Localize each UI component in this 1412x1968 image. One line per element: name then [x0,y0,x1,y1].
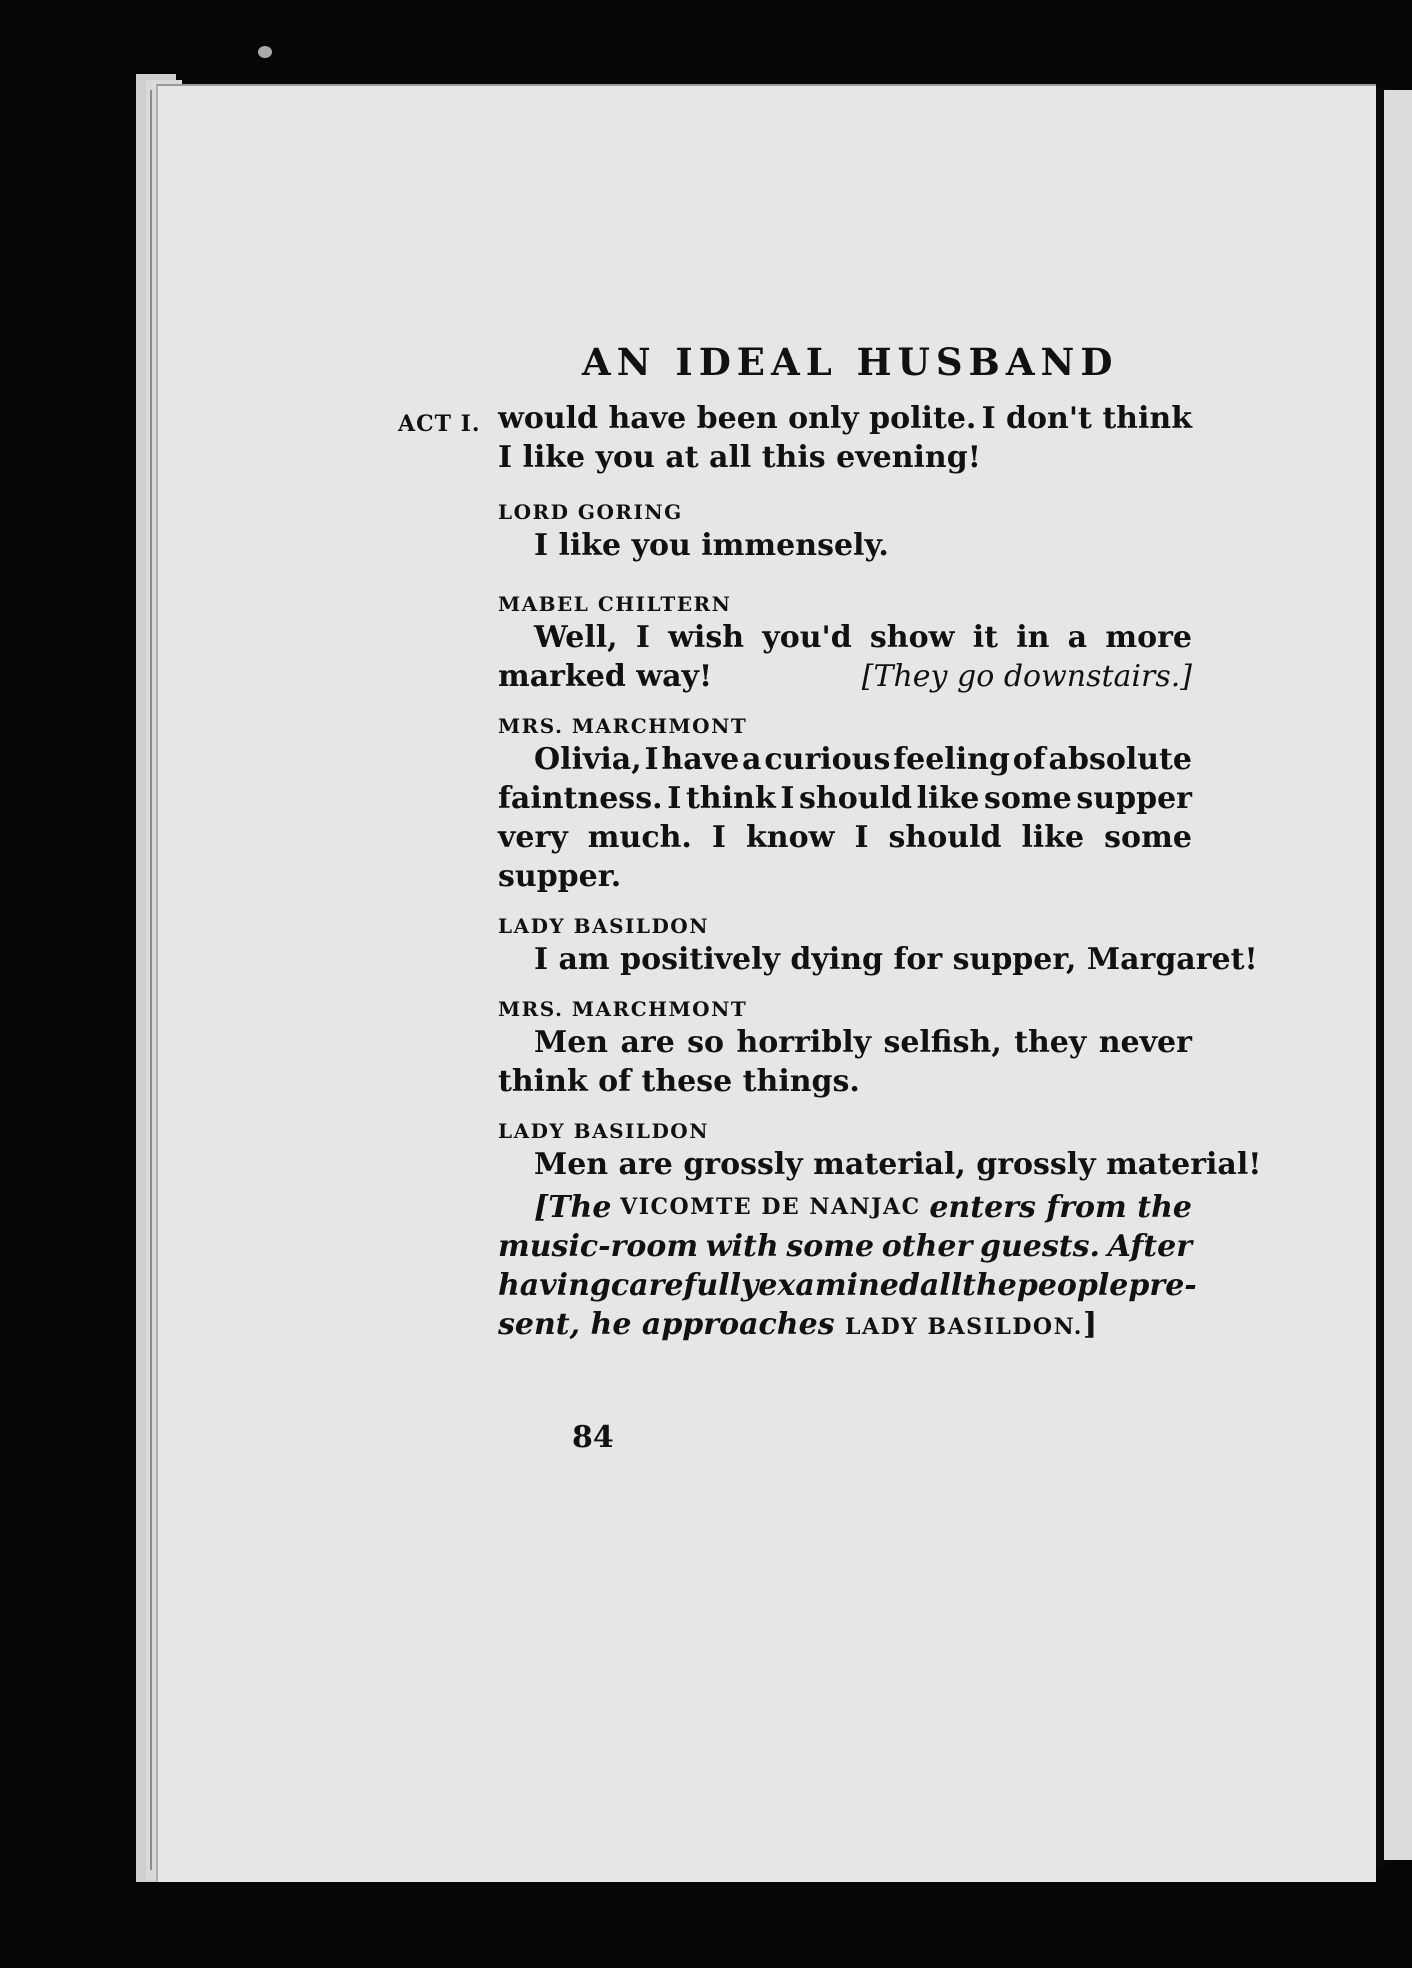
text-fragment: enters from the [929,1190,1192,1225]
word: I [780,781,795,816]
word: very [498,820,568,855]
stage-direction-line [498,1188,1192,1227]
page-number: 84 [572,1420,614,1455]
word: I [711,820,726,855]
speaker-name: MRS. MARCHMONT [498,997,748,1021]
word: like [916,781,980,816]
word: some [1104,820,1192,855]
stage-direction-line [498,1305,1192,1347]
scan-speck [258,46,272,58]
text-line [498,818,1192,857]
text-line [498,618,1192,657]
word: examined [758,1268,920,1303]
word: they [1014,1025,1087,1060]
word: of [1012,742,1046,777]
stage-direction: [They go downstairs.] [861,659,1192,694]
word: know [745,820,835,855]
speaker-name: LADY BASILDON [498,914,709,938]
text-line [498,740,1192,779]
speaker-name: LORD GORING [498,500,683,524]
bracket: ] [1082,1307,1098,1342]
word: it [972,620,998,655]
act-marker: ACT I. [398,411,481,437]
facing-page-edge [1384,90,1412,1860]
text-fragment: [The [534,1190,612,1225]
page-edge-line [150,90,152,1870]
speaker-name: LADY BASILDON [498,1119,709,1143]
character-name-smallcaps: LADY BASILDON. [845,1314,1083,1340]
word: Well, [534,620,618,655]
word: faintness. [498,781,663,816]
word: never [1098,1025,1192,1060]
word: supper [1076,781,1192,816]
stage-direction-line [498,1227,1192,1266]
word: all [919,1268,963,1303]
word: much. [587,820,692,855]
word: should [799,781,912,816]
word: a [742,742,762,777]
word: I [635,620,650,655]
text-line: supper. [498,859,622,894]
word: selfish, [883,1025,1002,1060]
text-line [498,779,1192,818]
word: should [888,820,1002,855]
text-fragment: I don't think [981,401,1192,436]
word: I [854,820,869,855]
text-fragment: sent, he approaches [498,1307,835,1342]
word: more [1105,620,1192,655]
text-line [498,399,1192,438]
word: in [1016,620,1050,655]
text-line [498,657,1192,696]
word: people [1016,1268,1129,1303]
word: have [661,742,740,777]
word: absolute [1048,742,1192,777]
word: wish [668,620,745,655]
word: carefully [610,1268,759,1303]
word: are [620,1025,675,1060]
word: Men [534,1025,609,1060]
character-name-smallcaps: VICOMTE DE NANJAC [620,1194,921,1220]
word: think [685,781,776,816]
play-text [498,399,1262,1347]
word: some [786,1229,875,1264]
word: with [705,1229,779,1264]
running-head: AN IDEAL HUSBAND [582,340,1119,384]
word: After [1107,1229,1192,1264]
speaker-name: MRS. MARCHMONT [498,714,748,738]
word: horribly [736,1025,872,1060]
speaker-name: MABEL CHILTERN [498,592,732,616]
word: you'd [762,620,852,655]
word: guests. [979,1229,1100,1264]
word: other [881,1229,973,1264]
word: feeling [893,742,1010,777]
stage-direction-line [498,1266,1197,1305]
word: like [1021,820,1085,855]
text-line: I like you at all this evening! [498,440,981,475]
word: I [667,781,682,816]
word: music-room [498,1229,699,1264]
text-line [498,1023,1192,1062]
word: Olivia, [534,742,642,777]
word: show [869,620,955,655]
word: the [962,1268,1017,1303]
word: so [687,1025,725,1060]
word: some [984,781,1072,816]
word: I [644,742,659,777]
text-fragment: marked way! [498,659,713,694]
text-line: I am positively dying for supper, Margaret! [534,942,1258,977]
text-line: think of these things. [498,1064,860,1099]
text-fragment: would have been only polite. [498,401,977,436]
text-line: I like you immensely. [534,528,889,563]
word: curious [764,742,891,777]
word: having [498,1268,611,1303]
word: pre- [1128,1268,1197,1303]
text-line: Men are grossly material, grossly material! [534,1147,1262,1182]
word: a [1067,620,1088,655]
